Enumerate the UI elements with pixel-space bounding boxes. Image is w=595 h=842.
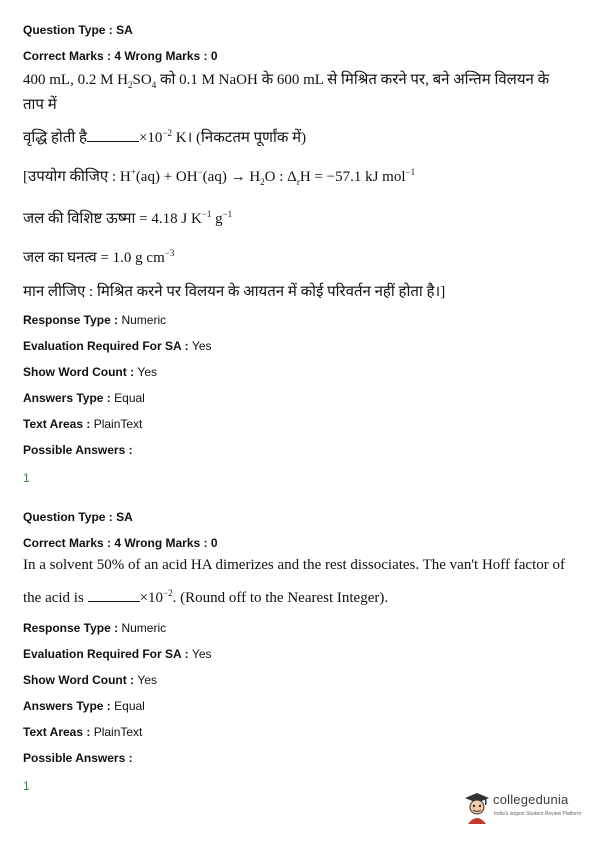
graduate-mascot-icon (463, 790, 491, 824)
q1-line-3: [उपयोग कीजिए : $H^+(aq) + OH^-(aq) \to H_2O$ : $\Delta_rH = -57.1$ kJ mol$^{-1}$ (23, 167, 416, 187)
q1-answers-type: Answers Type : Equal (23, 391, 145, 405)
q2-answers-type: Answers Type : Equal (23, 699, 145, 713)
q2-possible-answers: Possible Answers : (23, 751, 133, 765)
q1-possible-answers: Possible Answers : (23, 443, 133, 457)
question-2 (23, 509, 573, 794)
q1-response-type: Response Type : Numeric (23, 313, 167, 327)
q2-line-2: the acid is $\times 10^{-2}$. (Round off to the Nearest Integer). (23, 588, 389, 606)
q1-line-4: जल की विशिष्ट ऊष्मा = 4.18 J $K^{-1}$ $g^{-1}$ (23, 209, 233, 227)
q1-line-2: वृद्धि होती है $\times 10^{-2}$ K। (निकटतम पूर्णांक में) (23, 128, 307, 146)
q1-line-1: 400 mL, 0.2 M $H_2SO_4$ को 0.1 M NaOH के 600 mL से मिश्रित करने पर, बने अन्तिम विलयन के ताप में (23, 72, 550, 113)
q2-line-1: In a solvent 50% of an acid HA dimerizes and the rest dissociates. The van't Hoff factor of (23, 557, 565, 573)
answer-blank (88, 590, 140, 602)
q1-answer: 1 (23, 471, 30, 485)
q1-word-count: Show Word Count : Yes (23, 365, 157, 379)
logo-tagline: India's largest Student Review Platform (494, 811, 582, 817)
answer-blank (87, 130, 139, 142)
question-1 (23, 22, 573, 486)
q1-question-type: Question Type : SA (23, 23, 133, 37)
collegedunia-logo[interactable] (463, 790, 583, 826)
q2-word-count: Show Word Count : Yes (23, 673, 157, 687)
q2-evaluation: Evaluation Required For SA : Yes (23, 647, 212, 661)
q1-line-6: मान लीजिए : मिश्रित करने पर विलयन के आयतन में कोई परिवर्तन नहीं होता है।] (23, 284, 446, 300)
q2-question-type: Question Type : SA (23, 510, 133, 524)
q1-evaluation: Evaluation Required For SA : Yes (23, 339, 212, 353)
q2-marks: Correct Marks : 4 Wrong Marks : 0 (23, 536, 218, 550)
q1-line-5: जल का घनत्व = 1.0 g $cm^{-3}$ (23, 248, 175, 266)
q1-text-areas: Text Areas : PlainText (23, 417, 143, 431)
q1-marks: Correct Marks : 4 Wrong Marks : 0 (23, 49, 218, 63)
q2-response-type: Response Type : Numeric (23, 621, 167, 635)
q2-answer: 1 (23, 779, 30, 793)
q2-text-areas: Text Areas : PlainText (23, 725, 143, 739)
logo-wordmark: collegedunia (493, 792, 569, 807)
